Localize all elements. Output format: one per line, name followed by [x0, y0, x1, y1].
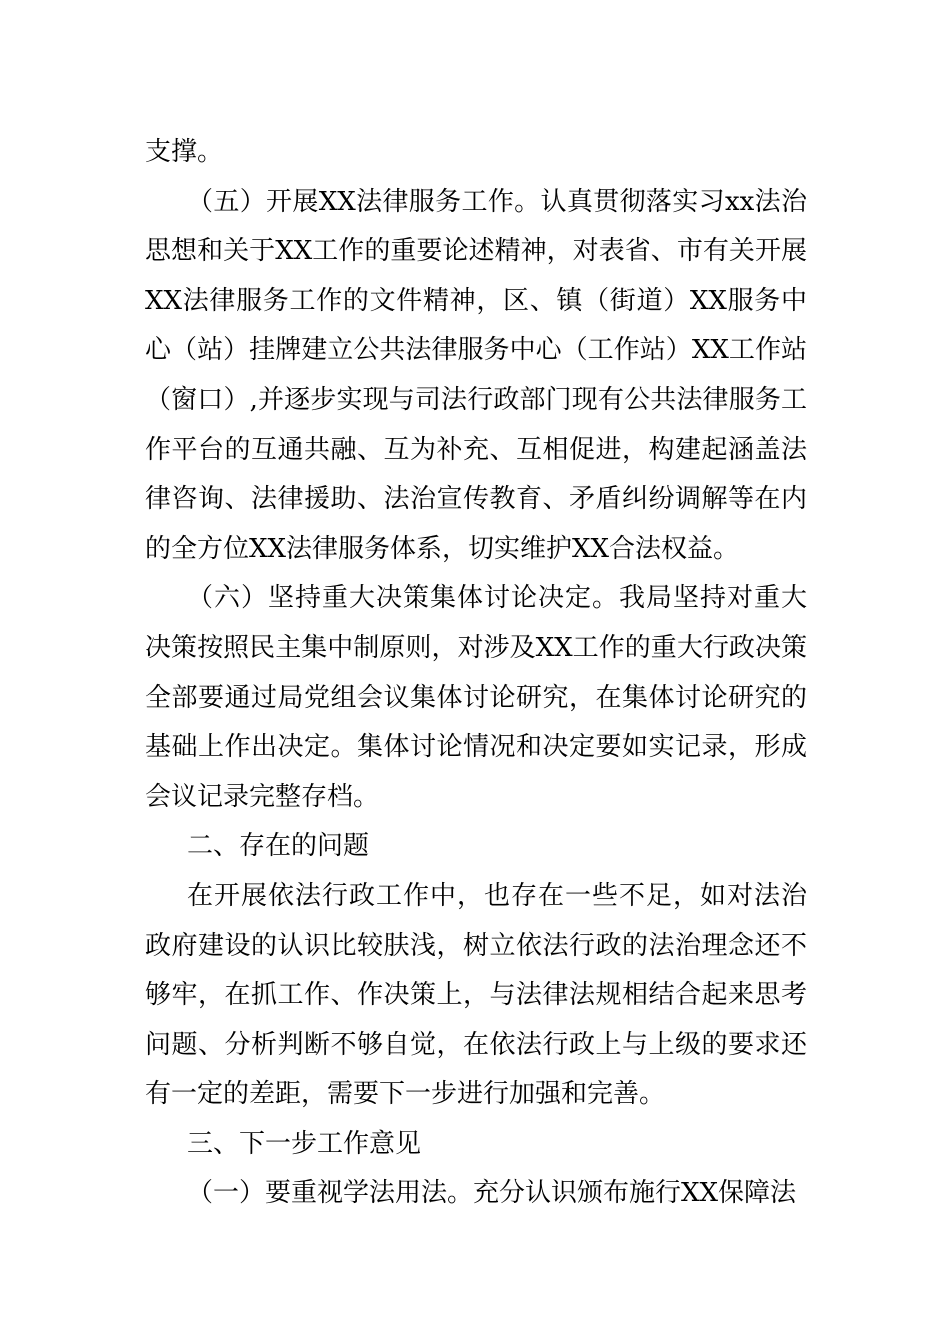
paragraph-support-end: 支撑。 [145, 137, 224, 167]
paragraph-legal-services: （五）开展XX法律服务工作。认真贯彻落实习xx法治思想和关于XX工作的重要论述精神，对表省、市有关开展XX法律服务工作的文件精神，区、镇（街道）XX服务中心（站）挂牌建立公共法律服务中心（工作站）XX工作站（窗口）,并逐步实现与司法行政部门现有公共法律服务工作平台的互通共融、互为补充、互相促进，构建起涵盖法律咨询、法律援助、法治宣传教育、矛盾纠纷调解等在内的全方位XX法律服务体系，切实维护XX合法权益。 [145, 186, 807, 564]
paragraph-collective-decision: （六）坚持重大决策集体讨论决定。我局坚持对重大决策按照民主集中制原则，对涉及XX工作的重大行政决策全部要通过局党组会议集体讨论研究，在集体讨论研究的基础上作出决定。集体讨论情况和决定要如实记录，形成会议记录完整存档。 [145, 583, 807, 812]
paragraph-problems: 在开展依法行政工作中，也存在一些不足，如对法治政府建设的认识比较肤浅，树立依法行政的法治理念还不够牢，在抓工作、作决策上，与法律法规相结合起来思考问题、分析判断不够自觉，在依法行政上与上级的要求还有一定的差距，需要下一步进行加强和完善。 [145, 880, 807, 1110]
document-body [145, 128, 807, 1219]
heading-existing-problems: 二、存在的问题 [187, 831, 370, 862]
heading-next-steps: 三、下一步工作意见 [187, 1128, 422, 1159]
paragraph-study-law: （一）要重视学法用法。充分认识颁布施行XX保障法 [187, 1178, 797, 1209]
